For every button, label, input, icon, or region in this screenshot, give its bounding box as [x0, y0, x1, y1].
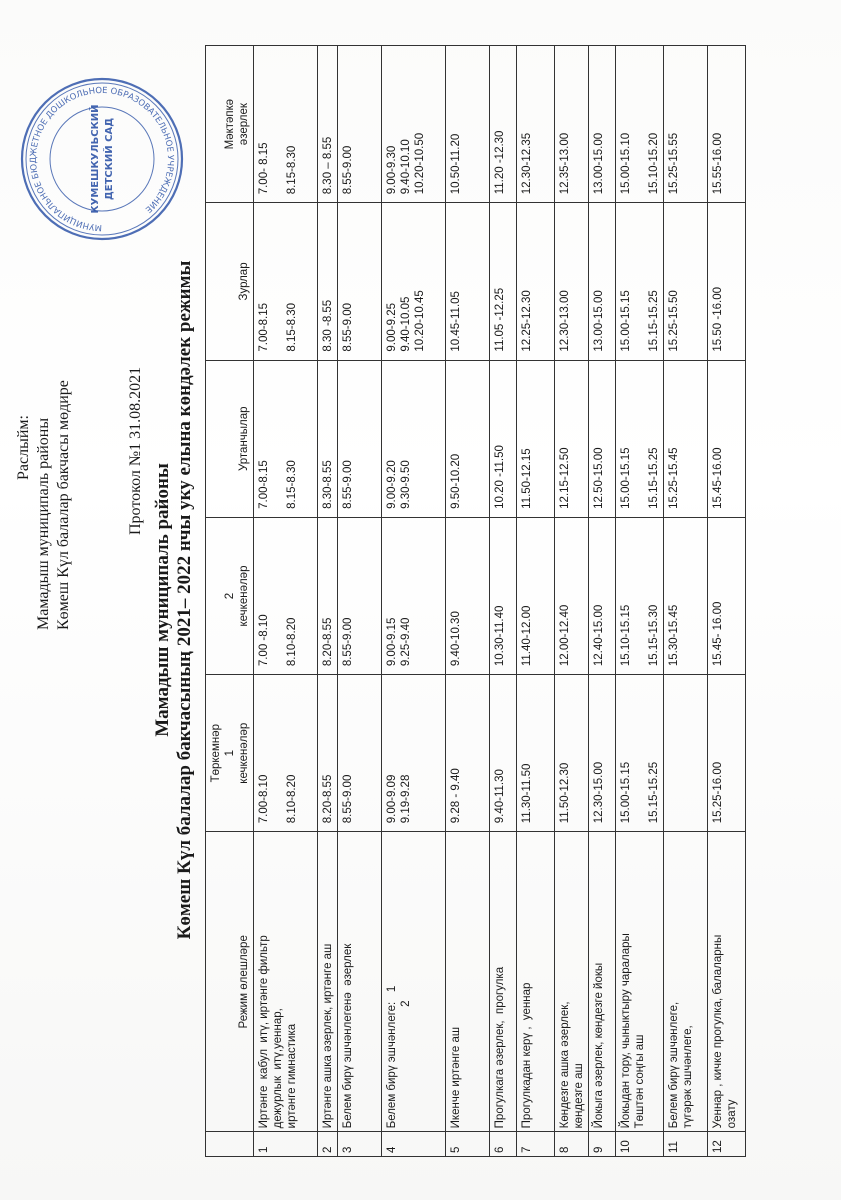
- activity-cell: [555, 832, 589, 1132]
- cell-text-line: иртәнге гимнастика: [286, 1023, 298, 1129]
- cell-text-line: 12.00-12.40: [559, 604, 571, 667]
- time-cell-group-3: [555, 360, 589, 517]
- time-cell-group-4: [318, 203, 338, 360]
- time-cell-group-5: [338, 46, 382, 203]
- cell-text-line: 8.55-9.00: [342, 302, 354, 352]
- cell-text-line: 15.50 -16.00: [712, 287, 724, 352]
- table-row: [616, 46, 664, 1157]
- cell-text-line: 9.19-9.28: [400, 774, 412, 824]
- activity-cell: [664, 832, 708, 1132]
- cell-text-line: 8.20-8.55: [322, 774, 334, 824]
- cell-text-line: 15.25-16.00: [712, 761, 724, 824]
- cell-text-line: Көндезге ашка әзерлек,: [559, 1001, 571, 1129]
- cell-text-line: 8.10-8.20: [286, 774, 298, 824]
- cell-text-line: 11.20 -12.30: [494, 130, 506, 195]
- activity-cell: [616, 832, 664, 1132]
- page-title: Мамадыш муниципаль районы: [152, 463, 173, 737]
- activity-cell: [708, 832, 746, 1132]
- time-cell-group-4: [338, 203, 382, 360]
- time-cell-group-2: [555, 517, 589, 674]
- time-cell-group-3: [664, 360, 708, 517]
- time-cell-group-4: [664, 203, 708, 360]
- time-cell-group-3: [517, 360, 555, 517]
- cell-text-line: Иртәнге ашка әзерлек, иртәнге аш: [322, 943, 334, 1129]
- time-cell-group-3: [254, 360, 318, 517]
- cell-text-line: 9.00-9.30: [386, 145, 398, 195]
- time-cell-group-2: [254, 517, 318, 674]
- table-header-row: [206, 46, 254, 1157]
- cell-text-line: түгәрәк эшчәнлеге,: [682, 1025, 694, 1129]
- table-row: [338, 46, 382, 1157]
- time-cell-group-5: [589, 46, 616, 203]
- time-cell-group-4: [517, 203, 555, 360]
- cell-text-line: 15.10-15.15: [620, 604, 632, 667]
- cell-text-line: 9.40-10.30: [450, 611, 462, 667]
- cell-text-line: 9.00-9.09: [386, 774, 398, 824]
- cell-text-line: Белем бирү эшчәнлеге: 1: [386, 985, 398, 1129]
- cell-text-line: дежурлык итү,уеннар,: [272, 1008, 284, 1129]
- time-cell-group-4: [382, 203, 446, 360]
- time-cell-group-2: [708, 517, 746, 674]
- row-number-text: 12: [712, 1140, 724, 1153]
- cell-text-line: Белем бирү эшчәнлеге,: [668, 1001, 680, 1129]
- cell-text-line: 8.55-9.00: [342, 145, 354, 195]
- time-cell-group-1: [446, 675, 490, 832]
- row-number-text: 10: [620, 1140, 632, 1153]
- row-number-text: 7: [521, 1146, 533, 1153]
- time-cell-group-5: [555, 46, 589, 203]
- header-group-1: [206, 675, 254, 832]
- time-cell-group-4: [616, 203, 664, 360]
- table-row: [318, 46, 338, 1157]
- cell-text-line: Белем бирү эшчәнлегенә әзерлек: [342, 943, 354, 1129]
- cell-text-line: 15.15-15.25: [648, 761, 660, 824]
- table-row: [446, 46, 490, 1157]
- header-middle-group: Уртанчылар: [206, 360, 254, 517]
- cell-text-line: [633, 521, 647, 666]
- time-cell-group-5: [708, 46, 746, 203]
- time-cell-group-5: [490, 46, 517, 203]
- row-number: [616, 1132, 664, 1157]
- cell-text-line: [633, 678, 647, 823]
- cell-text-line: 7.00 -8.10: [258, 614, 270, 667]
- cell-text-line: 9.30-9.50: [400, 460, 412, 509]
- header-number: [206, 1132, 254, 1157]
- cell-text-line: 15.45-16.00: [712, 447, 724, 509]
- time-cell-group-1: [338, 675, 382, 832]
- cell-text-line: 15.00-15.15: [620, 761, 632, 824]
- cell-text-line: 9.50-10.20: [450, 453, 462, 509]
- cell-text-line: 11.40-12.00: [521, 605, 533, 667]
- time-cell-group-3: [446, 360, 490, 517]
- activity-cell: [382, 832, 446, 1132]
- cell-text-line: 7.00-8.15: [258, 302, 270, 352]
- row-number: [555, 1132, 589, 1157]
- table-row: [708, 46, 746, 1157]
- time-cell-group-3: [708, 360, 746, 517]
- svg-text:КУМЕШКУЛЬСКИЙ: КУМЕШКУЛЬСКИЙ: [90, 104, 101, 214]
- table-row: [254, 46, 318, 1157]
- time-cell-group-5: [254, 46, 318, 203]
- cell-text-line: 9.00-9.25: [386, 302, 398, 352]
- cell-text-line: 8.55-9.00: [342, 774, 354, 824]
- cell-text-line: 10.50-11.20: [450, 133, 462, 195]
- cell-text-line: [271, 206, 285, 351]
- row-number: [254, 1132, 318, 1157]
- header-senior-group: Зурлар: [206, 203, 254, 360]
- cell-text-line: 8.30 – 8.55: [322, 136, 334, 195]
- table-row: [517, 46, 555, 1157]
- activity-cell: [338, 832, 382, 1132]
- cell-text-line: 15.00-15.10: [620, 132, 632, 195]
- cell-text-line: 15.15-15.25: [648, 290, 660, 352]
- cell-text-line: Прогулкага әзерлек, прогулка: [494, 966, 506, 1129]
- cell-text-line: 15.45- 16.00: [712, 601, 724, 667]
- cell-text-line: 12.30-15.00: [593, 761, 605, 824]
- activity-cell: [589, 832, 616, 1132]
- row-number: [490, 1132, 517, 1157]
- time-cell-group-5: [616, 46, 664, 203]
- row-number-text: 5: [450, 1146, 462, 1153]
- cell-text-line: 9.40-10.05: [400, 296, 412, 352]
- cell-text-line: 11.05 -12.25: [494, 287, 506, 352]
- time-cell-group-2: [616, 517, 664, 674]
- time-cell-group-1: [490, 675, 517, 832]
- row-number: [589, 1132, 616, 1157]
- time-cell-group-2: [318, 517, 338, 674]
- daily-regime-table: [205, 45, 746, 1157]
- cell-text-line: 8.55-9.00: [342, 460, 354, 509]
- header-school-prep-group: Мәктәпкә әзерлек: [206, 46, 254, 203]
- table-row: [555, 46, 589, 1157]
- cell-text-line: 10.30-11.40: [494, 605, 506, 667]
- cell-text-line: 15.30-15.45: [668, 604, 680, 667]
- cell-text-line: 12.15-12.50: [559, 447, 571, 509]
- row-number-text: 8: [559, 1146, 571, 1153]
- time-cell-group-4: [708, 203, 746, 360]
- activity-cell: [490, 832, 517, 1132]
- time-cell-group-4: [589, 203, 616, 360]
- time-cell-group-5: [446, 46, 490, 203]
- cell-text-line: 11.50-12.15: [521, 448, 533, 509]
- cell-text-line: 9.00-9.15: [386, 617, 398, 667]
- time-cell-group-2: [382, 517, 446, 674]
- cell-text-line: 12.50-15.00: [593, 447, 605, 509]
- cell-text-line: 10.45-11.05: [450, 291, 462, 352]
- row-number-text: 11: [668, 1141, 680, 1153]
- cell-text-line: 15.10-15.20: [648, 132, 660, 195]
- cell-text-line: 10.20 -11.50: [494, 445, 506, 509]
- time-cell-group-1: [589, 675, 616, 832]
- cell-text-line: 8.15-8.30: [286, 145, 298, 195]
- row-number-text: 1: [258, 1146, 270, 1153]
- time-cell-group-2: [338, 517, 382, 674]
- cell-text-line: 15.25-15.50: [668, 290, 680, 352]
- row-number-text: 4: [386, 1146, 398, 1153]
- cell-text-line: 12.25-12.30: [521, 290, 533, 352]
- cell-text-line: 15.15-15.30: [648, 604, 660, 667]
- cell-text-line: Икенче иртәнге аш: [450, 1026, 462, 1129]
- time-cell-group-2: [664, 517, 708, 674]
- row-number: [382, 1132, 446, 1157]
- row-number-text: 2: [322, 1146, 334, 1153]
- time-cell-group-1: [708, 675, 746, 832]
- cell-text-line: 7.00-8.15: [258, 460, 270, 509]
- cell-text-line: Йокыдан тору, чыныктыру чаралары: [620, 933, 632, 1129]
- row-number: [664, 1132, 708, 1157]
- time-cell-group-3: [616, 360, 664, 517]
- table-body: [254, 46, 746, 1157]
- header-regime-parts: Режим өлешләре: [206, 832, 254, 1132]
- cell-text-line: 9.28 - 9.40: [450, 768, 462, 824]
- activity-cell: [318, 832, 338, 1132]
- cell-text-line: Иртәнге кабул итү, иртәнге фильтр: [258, 935, 270, 1129]
- cell-text-line: 13.00-15.00: [593, 132, 605, 195]
- header-group-2: 2 кечкенәләр: [206, 517, 254, 674]
- time-cell-group-1: [664, 675, 708, 832]
- cell-text-line: 8.30-8.55: [322, 460, 334, 509]
- time-cell-group-3: [338, 360, 382, 517]
- cell-text-line: 13.00-15.00: [593, 290, 605, 352]
- cell-text-line: Прогулкадан керү , уеннар: [521, 982, 533, 1129]
- page-subtitle: Көмеш Күл балалар бакчасының 2021– 2022 нчы уку елына көндәлек режимы: [174, 260, 195, 940]
- cell-text-line: [271, 364, 285, 509]
- cell-text-line: 9.40-10.10: [400, 139, 412, 195]
- table-row: [664, 46, 708, 1157]
- cell-text-line: [633, 49, 647, 194]
- row-number: [446, 1132, 490, 1157]
- seal-ring-text: МУНИЦИПАЛЬНОЕ БЮДЖЕТНОЕ ДОШКОЛЬНОЕ ОБРАЗОВАТЕЛЬНОЕ УЧРЕЖДЕНИЕ: [28, 85, 176, 233]
- row-number-text: 9: [593, 1146, 605, 1153]
- svg-text:ДЕТСКИЙ САД: ДЕТСКИЙ САД: [104, 117, 115, 201]
- cell-text-line: Төштән соңгы аш: [634, 1034, 646, 1129]
- cell-text-line: 9.00-9.20: [386, 460, 398, 509]
- cell-text-line: 12.40-15.00: [593, 604, 605, 667]
- approval-line-2: Көмеш Күл балалар бакчасы мөдире: [55, 380, 72, 630]
- table-row: [382, 46, 446, 1157]
- activity-cell: [446, 832, 490, 1132]
- cell-text-line: Уеннар , кичке прогулка, балаларны: [712, 934, 724, 1129]
- time-cell-group-1: [254, 675, 318, 832]
- time-cell-group-3: [318, 360, 338, 517]
- cell-text-line: көндезге аш: [573, 1063, 585, 1129]
- cell-text-line: 7.00-8.10: [258, 774, 270, 824]
- cell-text-line: [271, 678, 285, 823]
- time-cell-group-5: [664, 46, 708, 203]
- row-number: [708, 1132, 746, 1157]
- time-cell-group-1: [555, 675, 589, 832]
- table-row: [490, 46, 517, 1157]
- cell-text-line: 2: [400, 1000, 412, 1129]
- time-cell-group-3: [589, 360, 616, 517]
- cell-text-line: [633, 206, 647, 351]
- activity-cell: [254, 832, 318, 1132]
- time-cell-group-1: [318, 675, 338, 832]
- cell-text-line: 8.55-9.00: [342, 617, 354, 667]
- time-cell-group-3: [382, 360, 446, 517]
- cell-text-line: 12.35-13.00: [559, 132, 571, 195]
- cell-text-line: [271, 49, 285, 194]
- time-cell-group-4: [446, 203, 490, 360]
- time-cell-group-2: [490, 517, 517, 674]
- time-cell-group-1: [616, 675, 664, 832]
- time-cell-group-1: [382, 675, 446, 832]
- time-cell-group-2: [589, 517, 616, 674]
- time-cell-group-5: [318, 46, 338, 203]
- cell-text-line: 11.30-11.50: [521, 763, 533, 824]
- cell-text-line: озату: [726, 1099, 738, 1129]
- cell-text-line: 9.25-9.40: [400, 617, 412, 667]
- row-number: [318, 1132, 338, 1157]
- cell-text-line: 8.30 -8.55: [322, 299, 334, 352]
- cell-text-line: 15.15-15.25: [648, 447, 660, 509]
- cell-text-line: 15.25-15.45: [668, 447, 680, 509]
- time-cell-group-4: [555, 203, 589, 360]
- time-cell-group-4: [254, 203, 318, 360]
- activity-cell: [517, 832, 555, 1132]
- cell-text-line: [633, 364, 647, 509]
- cell-text-line: 10.20-10.50: [414, 132, 426, 195]
- cell-text-line: [271, 521, 285, 666]
- cell-text-line: 8.15-8.30: [286, 302, 298, 352]
- cell-text-line: 8.10-8.20: [286, 617, 298, 667]
- approval-line-1: Мамадыш муниципаль районы: [35, 417, 52, 630]
- cell-text-line: 12.30-13.00: [559, 290, 571, 352]
- cell-text-line: 8.15-8.30: [286, 460, 298, 509]
- cell-text-line: 15.55-16.00: [712, 132, 724, 195]
- cell-text-line: 12.30-12.35: [521, 132, 533, 195]
- cell-text-line: 15.00-15.15: [620, 290, 632, 352]
- protocol-number: Протокол №1 31.08.2021: [127, 366, 144, 535]
- cell-text-line: 15.25-15.55: [668, 132, 680, 195]
- row-number: [338, 1132, 382, 1157]
- cell-text-line: 9.40-11.30: [494, 769, 506, 824]
- cell-text-line: 7.00- 8.15: [258, 142, 270, 195]
- time-cell-group-1: [517, 675, 555, 832]
- time-cell-group-3: [490, 360, 517, 517]
- row-number-text: 6: [494, 1146, 506, 1153]
- header-groups-caption: Төркемнәр 1 кечкенәләр: [210, 722, 250, 784]
- time-cell-group-5: [382, 46, 446, 203]
- row-number: [517, 1132, 555, 1157]
- row-number-text: 3: [342, 1146, 354, 1153]
- time-cell-group-5: [517, 46, 555, 203]
- time-cell-group-2: [446, 517, 490, 674]
- cell-text-line: [667, 678, 681, 823]
- time-cell-group-4: [490, 203, 517, 360]
- table-row: [589, 46, 616, 1157]
- cell-text-line: 15.00-15.15: [620, 447, 632, 509]
- cell-text-line: 8.20-8.55: [322, 617, 334, 667]
- cell-text-line: Йокыга әзерлек, көндезге йокы: [593, 962, 605, 1129]
- time-cell-group-2: [517, 517, 555, 674]
- approval-title: Раслыйм:: [15, 415, 32, 480]
- cell-text-line: 10.20-10.45: [414, 290, 426, 352]
- cell-text-line: 11.50-12.30: [559, 762, 571, 824]
